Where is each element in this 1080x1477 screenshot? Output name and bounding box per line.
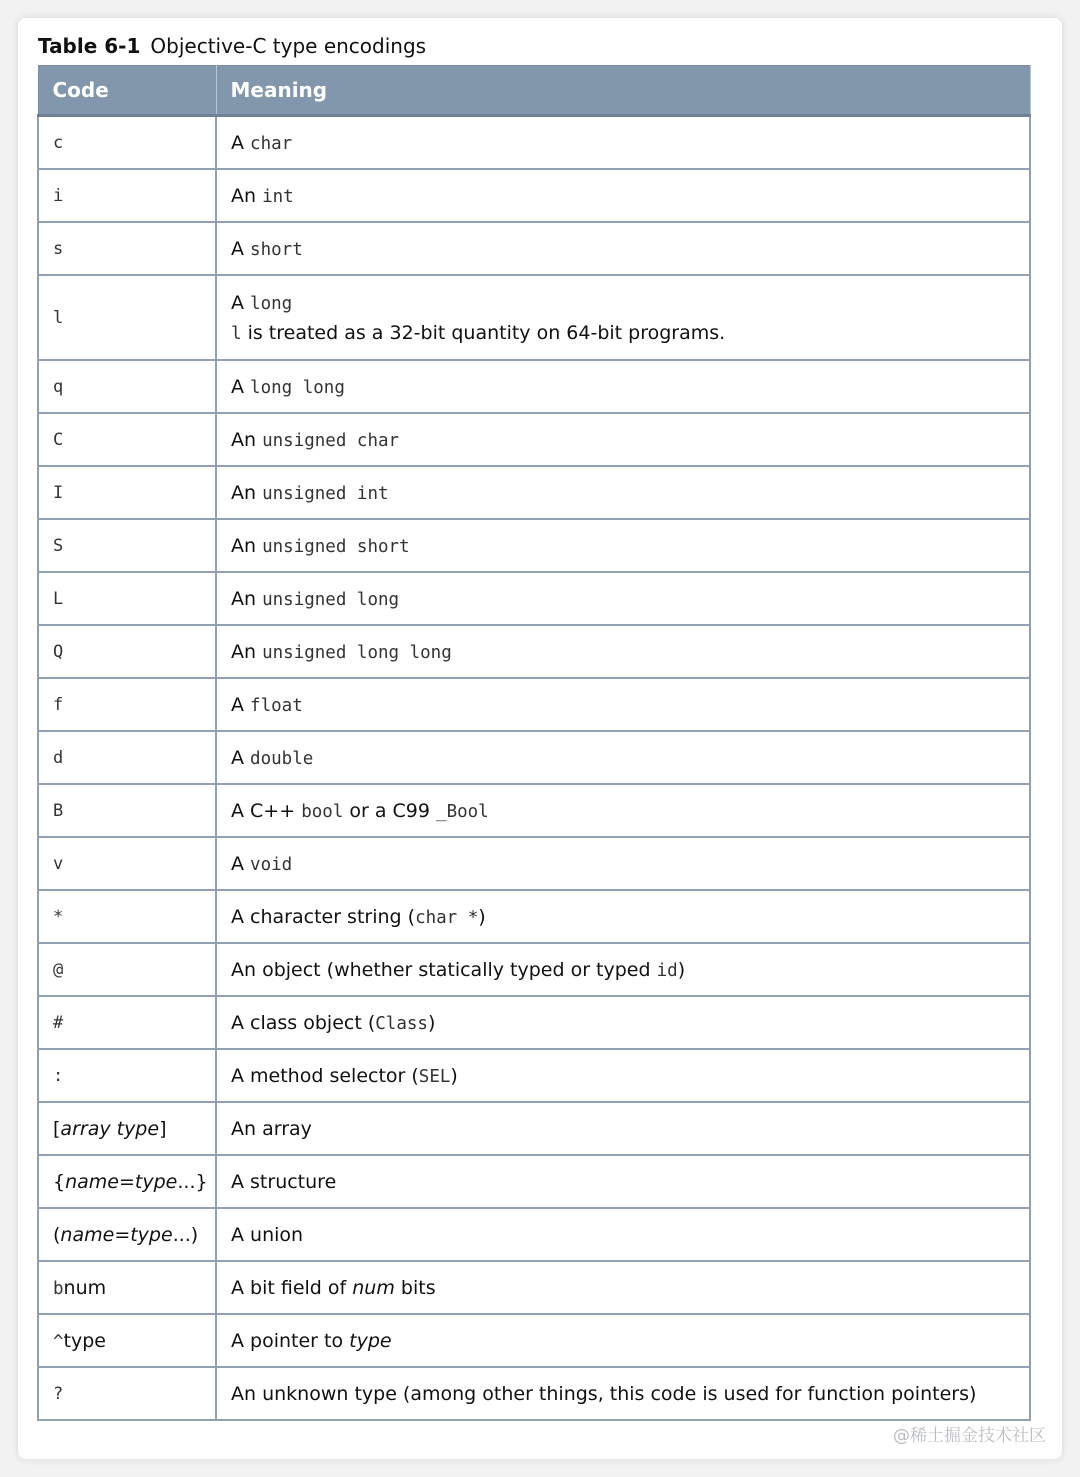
text-fragment: type xyxy=(130,1223,173,1246)
code-cell: C xyxy=(38,413,216,466)
meaning-cell xyxy=(216,413,1030,466)
text-fragment: array type xyxy=(60,1117,160,1140)
text-fragment: [ xyxy=(53,1117,61,1140)
text-fragment: A union xyxy=(231,1223,304,1246)
text-fragment: name xyxy=(60,1223,115,1246)
table-body xyxy=(38,116,1030,1421)
table-title: Objective-C type encodings xyxy=(150,34,427,58)
code-cell: # xyxy=(38,996,216,1049)
code-text: char xyxy=(250,133,293,154)
text-fragment: A method selector ( xyxy=(231,1064,419,1087)
text-fragment: A xyxy=(231,131,251,154)
text-fragment: An xyxy=(231,481,263,504)
header-code: Code xyxy=(38,66,216,116)
code-cell: S xyxy=(38,519,216,572)
meaning-cell xyxy=(216,275,1030,360)
text-fragment: or a C99 xyxy=(343,799,437,822)
text-fragment: An unknown type (among other things, this code is used for function pointers) xyxy=(231,1382,977,1405)
meaning-cell xyxy=(216,1314,1030,1367)
code-cell xyxy=(38,1261,216,1314)
code-cell: I xyxy=(38,466,216,519)
text-fragment: num xyxy=(63,1276,107,1299)
text-fragment: = xyxy=(114,1223,131,1246)
table-row xyxy=(38,678,1030,731)
text-fragment: A xyxy=(231,746,251,769)
text-fragment: A xyxy=(231,693,251,716)
code-cell xyxy=(38,1208,216,1261)
meaning-cell xyxy=(216,1155,1030,1208)
table-row xyxy=(38,275,1030,360)
table-row xyxy=(38,413,1030,466)
text-fragment: A C++ xyxy=(231,799,302,822)
meaning-cell xyxy=(216,360,1030,413)
table-row xyxy=(38,360,1030,413)
table-row xyxy=(38,837,1030,890)
text-fragment: A xyxy=(231,237,251,260)
code-text: long xyxy=(250,293,293,314)
table-row xyxy=(38,1049,1030,1102)
table-row xyxy=(38,1314,1030,1367)
table-row xyxy=(38,572,1030,625)
type-encodings-table xyxy=(37,65,1031,1421)
table-row xyxy=(38,784,1030,837)
meaning-cell xyxy=(216,890,1030,943)
text-fragment: name xyxy=(65,1170,119,1193)
text-fragment: ) xyxy=(450,1064,458,1087)
table-row xyxy=(38,943,1030,996)
table-row xyxy=(38,996,1030,1049)
text-fragment: num xyxy=(352,1276,395,1299)
code-cell: d xyxy=(38,731,216,784)
meaning-cell xyxy=(216,784,1030,837)
meaning-cell xyxy=(216,1049,1030,1102)
code-text: unsigned long xyxy=(262,589,400,610)
text-fragment: An xyxy=(231,428,263,451)
code-text: unsigned int xyxy=(262,483,389,504)
code-cell: * xyxy=(38,890,216,943)
text-fragment: { xyxy=(53,1170,66,1193)
header-row xyxy=(38,66,1030,116)
table-row xyxy=(38,466,1030,519)
meaning-cell xyxy=(216,943,1030,996)
text-fragment: ] xyxy=(159,1117,167,1140)
code-text: _Bool xyxy=(436,801,489,822)
watermark: @稀土掘金技术社区 xyxy=(893,1426,1046,1446)
meaning-cell xyxy=(216,996,1030,1049)
code-text: unsigned char xyxy=(262,430,400,451)
header-meaning: Meaning xyxy=(216,66,1030,116)
text-fragment: ) xyxy=(478,905,486,928)
table-row xyxy=(38,116,1030,170)
meaning-cell xyxy=(216,116,1030,170)
text-fragment: is treated as a 32-bit quantity on 64-bit programs. xyxy=(241,321,726,344)
meaning-cell xyxy=(216,466,1030,519)
code-cell: B xyxy=(38,784,216,837)
meaning-cell xyxy=(216,1208,1030,1261)
table-row xyxy=(38,1102,1030,1155)
text-fragment: An xyxy=(231,587,263,610)
table-row xyxy=(38,1208,1030,1261)
text-fragment: ) xyxy=(677,958,686,981)
text-fragment: type xyxy=(349,1329,392,1352)
text-fragment: A structure xyxy=(231,1170,337,1193)
text-fragment: An xyxy=(231,640,263,663)
table-row xyxy=(38,169,1030,222)
code-cell: c xyxy=(38,116,216,170)
table-row xyxy=(38,890,1030,943)
code-text: int xyxy=(262,186,294,207)
code-cell: ? xyxy=(38,1367,216,1420)
meaning-cell xyxy=(216,1261,1030,1314)
table-row xyxy=(38,1261,1030,1314)
meaning-cell xyxy=(216,1367,1030,1420)
text-fragment: A xyxy=(231,852,251,875)
code-cell: v xyxy=(38,837,216,890)
meaning-cell xyxy=(216,572,1030,625)
code-text: Class xyxy=(375,1013,428,1034)
code-cell: l xyxy=(38,275,216,360)
table-caption xyxy=(38,30,426,62)
text-fragment: A pointer to xyxy=(231,1329,350,1352)
code-text: void xyxy=(250,854,293,875)
meaning-cell xyxy=(216,169,1030,222)
code-text: unsigned short xyxy=(262,536,410,557)
text-fragment: bits xyxy=(394,1276,436,1299)
code-cell xyxy=(38,1314,216,1367)
table-row xyxy=(38,1155,1030,1208)
text-fragment: An xyxy=(231,534,263,557)
code-text: id xyxy=(656,960,678,981)
meaning-note xyxy=(231,322,1015,344)
code-cell: q xyxy=(38,360,216,413)
table-row xyxy=(38,625,1030,678)
text-fragment: ...) xyxy=(172,1223,199,1246)
text-fragment: A xyxy=(231,291,251,314)
code-text: b xyxy=(53,1278,64,1299)
text-fragment: = xyxy=(118,1170,135,1193)
code-cell: @ xyxy=(38,943,216,996)
text-fragment: ( xyxy=(53,1223,61,1246)
text-fragment: A character string ( xyxy=(231,905,416,928)
meaning-cell xyxy=(216,222,1030,275)
code-text: bool xyxy=(301,801,344,822)
text-fragment: ) xyxy=(427,1011,436,1034)
code-cell xyxy=(38,1155,216,1208)
table-row xyxy=(38,222,1030,275)
text-fragment: type xyxy=(63,1329,106,1352)
meaning-cell xyxy=(216,678,1030,731)
table-row xyxy=(38,519,1030,572)
code-text: char * xyxy=(415,907,479,928)
code-text: unsigned long long xyxy=(262,642,452,663)
text-fragment: A class object ( xyxy=(231,1011,376,1034)
code-cell: s xyxy=(38,222,216,275)
code-text: ^ xyxy=(53,1331,64,1352)
code-cell: f xyxy=(38,678,216,731)
code-cell: Q xyxy=(38,625,216,678)
meaning-cell xyxy=(216,625,1030,678)
table-number: Table 6-1 xyxy=(38,34,141,58)
code-cell: : xyxy=(38,1049,216,1102)
meaning-cell xyxy=(216,731,1030,784)
code-text: SEL xyxy=(418,1066,451,1087)
code-cell: i xyxy=(38,169,216,222)
table-row xyxy=(38,1367,1030,1420)
code-text: short xyxy=(250,239,303,260)
code-text: long long xyxy=(250,377,345,398)
meaning-cell xyxy=(216,1102,1030,1155)
meaning-cell xyxy=(216,837,1030,890)
text-fragment: A xyxy=(231,375,251,398)
meaning-cell xyxy=(216,519,1030,572)
text-fragment: ...} xyxy=(177,1170,208,1193)
text-fragment: A bit field of xyxy=(231,1276,353,1299)
code-cell: L xyxy=(38,572,216,625)
code-text: l xyxy=(231,323,242,344)
code-text: double xyxy=(250,748,314,769)
table-row xyxy=(38,731,1030,784)
text-fragment: An object (whether statically typed or typed xyxy=(231,958,657,981)
code-cell xyxy=(38,1102,216,1155)
text-fragment: An array xyxy=(231,1117,312,1140)
code-text: float xyxy=(250,695,303,716)
text-fragment: type xyxy=(134,1170,178,1193)
text-fragment: An xyxy=(231,184,263,207)
